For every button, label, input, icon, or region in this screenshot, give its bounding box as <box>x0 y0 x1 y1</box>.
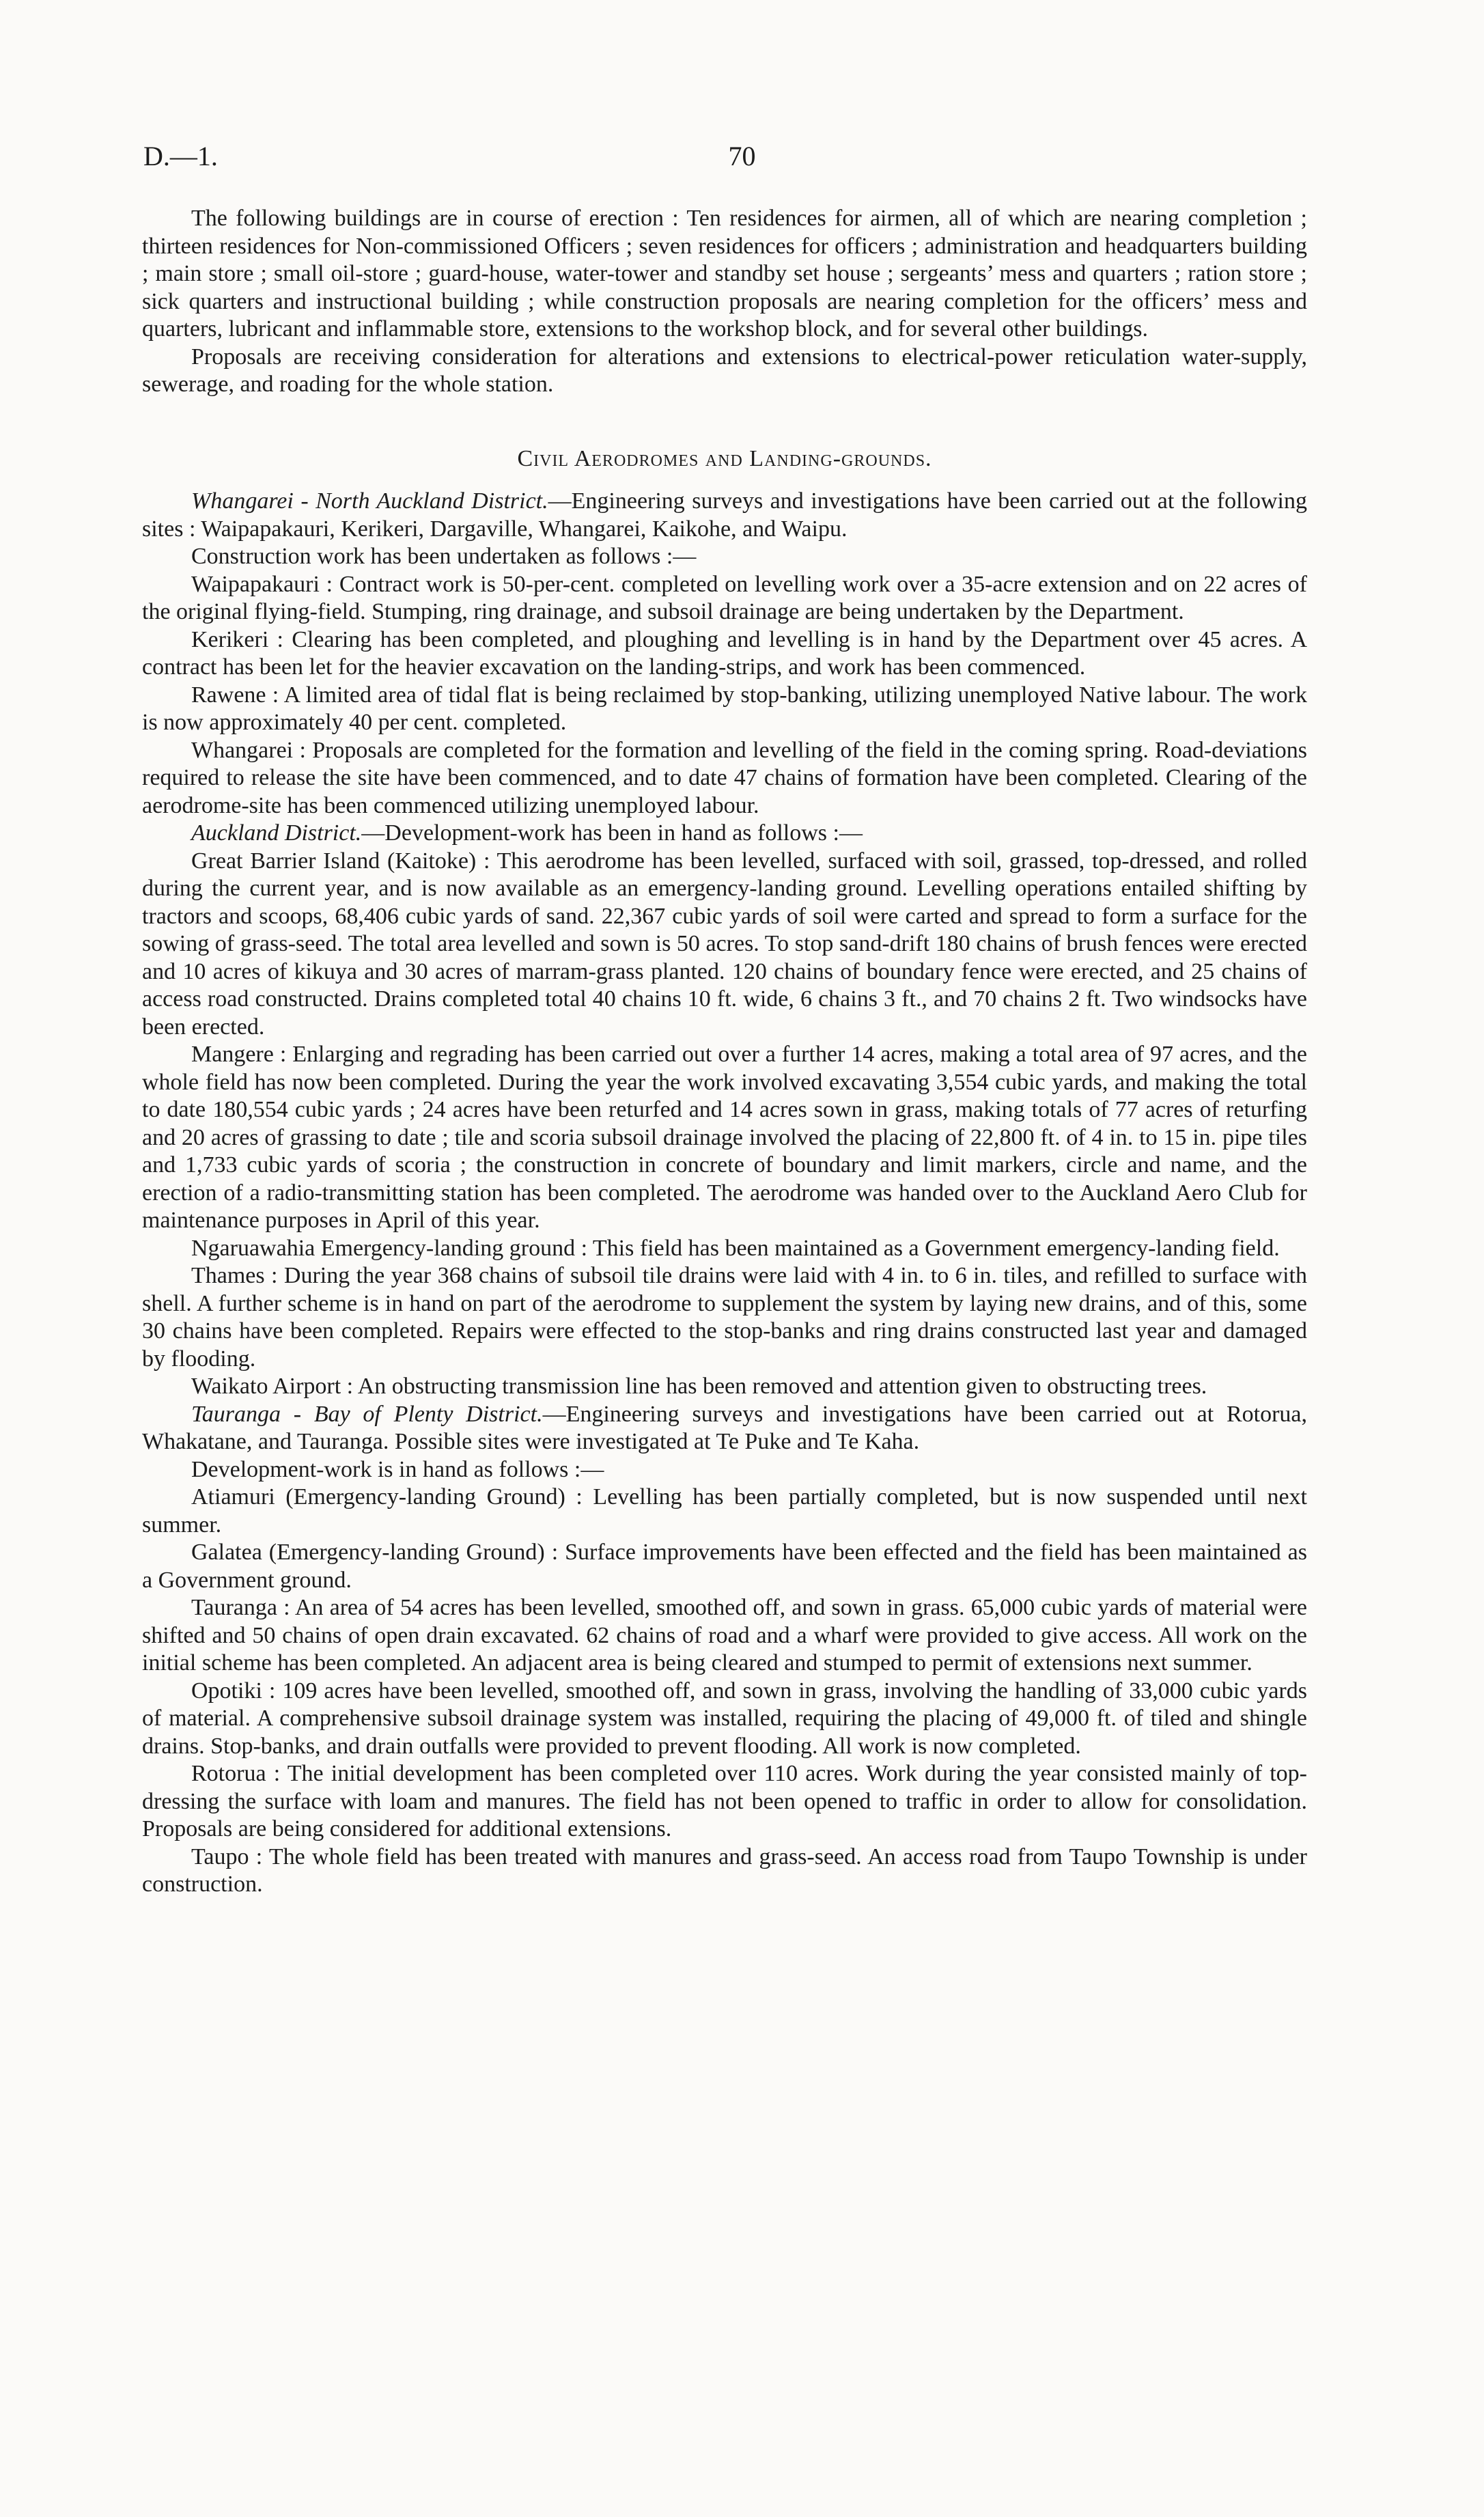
paragraph <box>142 1373 1307 1401</box>
paragraph <box>142 1484 1307 1539</box>
paragraph-text: Great Barrier Island (Kaitoke) : This aerodrome has been levelled, surfaced with soil, grassed, top-dressed, and rolled during the current year, and is now available as an emergency-landing ground. Levelling operations entailed shifting by tractors and scoops, 68,406 cubic yards of sand. 22,367 cubic yards of soil were carted and spread to form a surface for the sowing of grass-seed. The total area levelled and sown is 50 acres. To stop sand-drift 180 chains of brush fences were erected and 10 acres of kikuya and 30 acres of marram-grass planted. 120 chains of boundary fence were erected, and 25 chains of access road constructed. Drains completed total 40 chains 10 ft. wide, 6 chains 3 ft., and 70 chains 2 ft. Two windsocks have been erected. <box>142 848 1307 1040</box>
paragraph-text: —Engineering surveys and investigations have been carried out at the following sites : Waipapakauri, Kerikeri, Dargaville, Whangarei, Kaikohe, and Waipu. <box>142 488 1307 542</box>
paragraph-text: The following buildings are in course of erection : Ten residences for airmen, all of which are nearing completion ; thirteen residences for Non-commissioned Officers ; seven residences for officers ; administration and headquarters building ; main store ; small oil-store ; guard-house, water-tower and standby set house ; sergeants’ mess and quarters ; ration store ; sick quarters and instructional building ; while construction proposals are nearing completion for the officers’ mess and quarters, lubricant and inflammable store, extensions to the workshop block, and for several other buildings. <box>142 206 1307 342</box>
paragraph <box>142 571 1307 626</box>
document-body <box>142 205 1307 1899</box>
paragraph <box>142 737 1307 820</box>
page-header <box>143 140 1341 181</box>
district-heading: Auckland District. <box>191 820 362 846</box>
paragraph <box>142 1456 1307 1484</box>
paragraph-text: —Engineering surveys and investigations have been carried out at Rotorua, Whakatane, and Tauranga. Possible sites were investigated at Te Puke and Te Kaha. <box>142 1401 1307 1454</box>
paragraph-text: Construction work has been undertaken as follows :— <box>191 544 697 569</box>
paragraph-text: Proposals are receiving consideration for alterations and extensions to electrical-power reticulation water-supply, sewerage, and roading for the whole station. <box>142 344 1307 397</box>
paragraph-text: Opotiki : 109 acres have been levelled, smoothed off, and sown in grass, involving the handling of 33,000 cubic yards of material. A comprehensive subsoil drainage system was installed, requiring the placing of 49,000 ft. of tiled and shingle drains. Stop-banks, and drain outfalls were provided to prevent flooding. All work is now completed. <box>142 1678 1307 1759</box>
paragraph-text: Whangarei : Proposals are completed for the formation and levelling of the field in the coming spring. Road-deviations required to release the site have been commenced, and to date 47 chains of formation have been completed. Clearing of the aerodrome-site has been commenced utilizing unemployed labour. <box>142 737 1307 818</box>
paragraph <box>142 1760 1307 1844</box>
paragraph <box>142 1041 1307 1235</box>
paragraph <box>142 1235 1307 1263</box>
paragraph-text: Waipapakauri : Contract work is 50-per-cent. completed on levelling work over a 35-acre extension and on 22 acres of the original flying-field. Stumping, ring drainage, and subsoil drainage are being undertaken by the Department. <box>142 571 1307 624</box>
paragraph <box>142 848 1307 1042</box>
district-heading: Whangarei - North Auckland District. <box>191 488 548 514</box>
paragraph-text: Atiamuri (Emergency-landing Ground) : Levelling has been partially completed, but is now suspended until next summer. <box>142 1484 1307 1538</box>
paragraph-text: Galatea (Emergency-landing Ground) : Surface improvements have been effected and the field has been maintained as a Government ground. <box>142 1540 1307 1593</box>
paragraph <box>142 1262 1307 1373</box>
paragraph <box>142 543 1307 571</box>
paragraph-text: Tauranga : An area of 54 acres has been levelled, smoothed off, and sown in grass. 65,000 cubic yards of material were shifted and 50 chains of open drain excavated. 62 chains of road and a wharf were provided to give access. All work on the initial scheme has been completed. An adjacent area is being cleared and stumped to permit of extensions next summer. <box>142 1595 1307 1675</box>
paragraph-text: Mangere : Enlarging and regrading has been carried out over a further 14 acres, making a total area of 97 acres, and the whole field has now been completed. During the year the work involved excavating 3,554 cubic yards, and making the total to date 180,554 cubic yards ; 24 acres have been returfed and 14 acres sown in grass, making totals of 77 acres of returfing and 20 acres of grassing to date ; tile and scoria subsoil drainage involved the placing of 22,800 ft. of 4 in. to 15 in. pipe tiles and 1,733 cubic yards of scoria ; the construction in concrete of boundary and limit markers, circle and name, and the erection of a radio-transmitting station has been completed. The aerodrome was handed over to the Auckland Aero Club for maintenance purposes in April of this year. <box>142 1042 1307 1233</box>
paragraph <box>142 1401 1307 1456</box>
paragraph <box>142 820 1307 848</box>
paragraph <box>142 682 1307 737</box>
paragraph-text: Waikato Airport : An obstructing transmission line has been removed and attention given to obstructing trees. <box>191 1374 1207 1399</box>
paragraph <box>142 488 1307 543</box>
paragraph-text: Taupo : The whole field has been treated with manures and grass-seed. An access road from Taupo Township is under construction. <box>142 1844 1307 1897</box>
paragraph-text: —Development-work has been in hand as follows :— <box>361 820 863 846</box>
paragraph <box>142 1539 1307 1594</box>
paragraph <box>142 344 1307 399</box>
paragraph-text: Development-work is in hand as follows :— <box>191 1456 604 1482</box>
paragraph <box>142 1678 1307 1761</box>
paragraph-text: Ngaruawahia Emergency-landing ground : This field has been maintained as a Government emergency-landing field. <box>191 1235 1280 1261</box>
document-reference: D.—1. <box>143 141 218 171</box>
section-heading: Civil Aerodromes and Landing-grounds. <box>517 445 932 471</box>
paragraph-text: Kerikeri : Clearing has been completed, and ploughing and levelling is in hand by the Department over 45 acres. A contract has been let for the heavier excavation on the landing-strips, and work has been commenced. <box>142 626 1307 680</box>
paragraph <box>142 205 1307 344</box>
page-number: 70 <box>728 141 756 171</box>
paragraph-text: Thames : During the year 368 chains of subsoil tile drains were laid with 4 in. to 6 in. tiles, and refilled to surface with shell. A further scheme is in hand on part of the aerodrome to supplement the system by laying new drains, and of this, some 30 chains have been completed. Repairs were effected to the stop-banks and ring drains constructed last year and damaged by flooding. <box>142 1263 1307 1372</box>
paragraph <box>142 1594 1307 1678</box>
paragraph <box>142 1844 1307 1899</box>
paragraph-text: Rotorua : The initial development has been completed over 110 acres. Work during the year consisted mainly of top-dressing the surface with loam and manures. The field has not been opened to traffic in order to allow for consolidation. Proposals are being considered for additional extensions. <box>142 1761 1307 1841</box>
paragraph-text: Rawene : A limited area of tidal flat is being reclaimed by stop-banking, utilizing unemployed Native labour. The work is now approximately 40 per cent. completed. <box>142 682 1307 735</box>
district-heading: Tauranga - Bay of Plenty District. <box>191 1401 543 1427</box>
paragraph <box>142 626 1307 682</box>
